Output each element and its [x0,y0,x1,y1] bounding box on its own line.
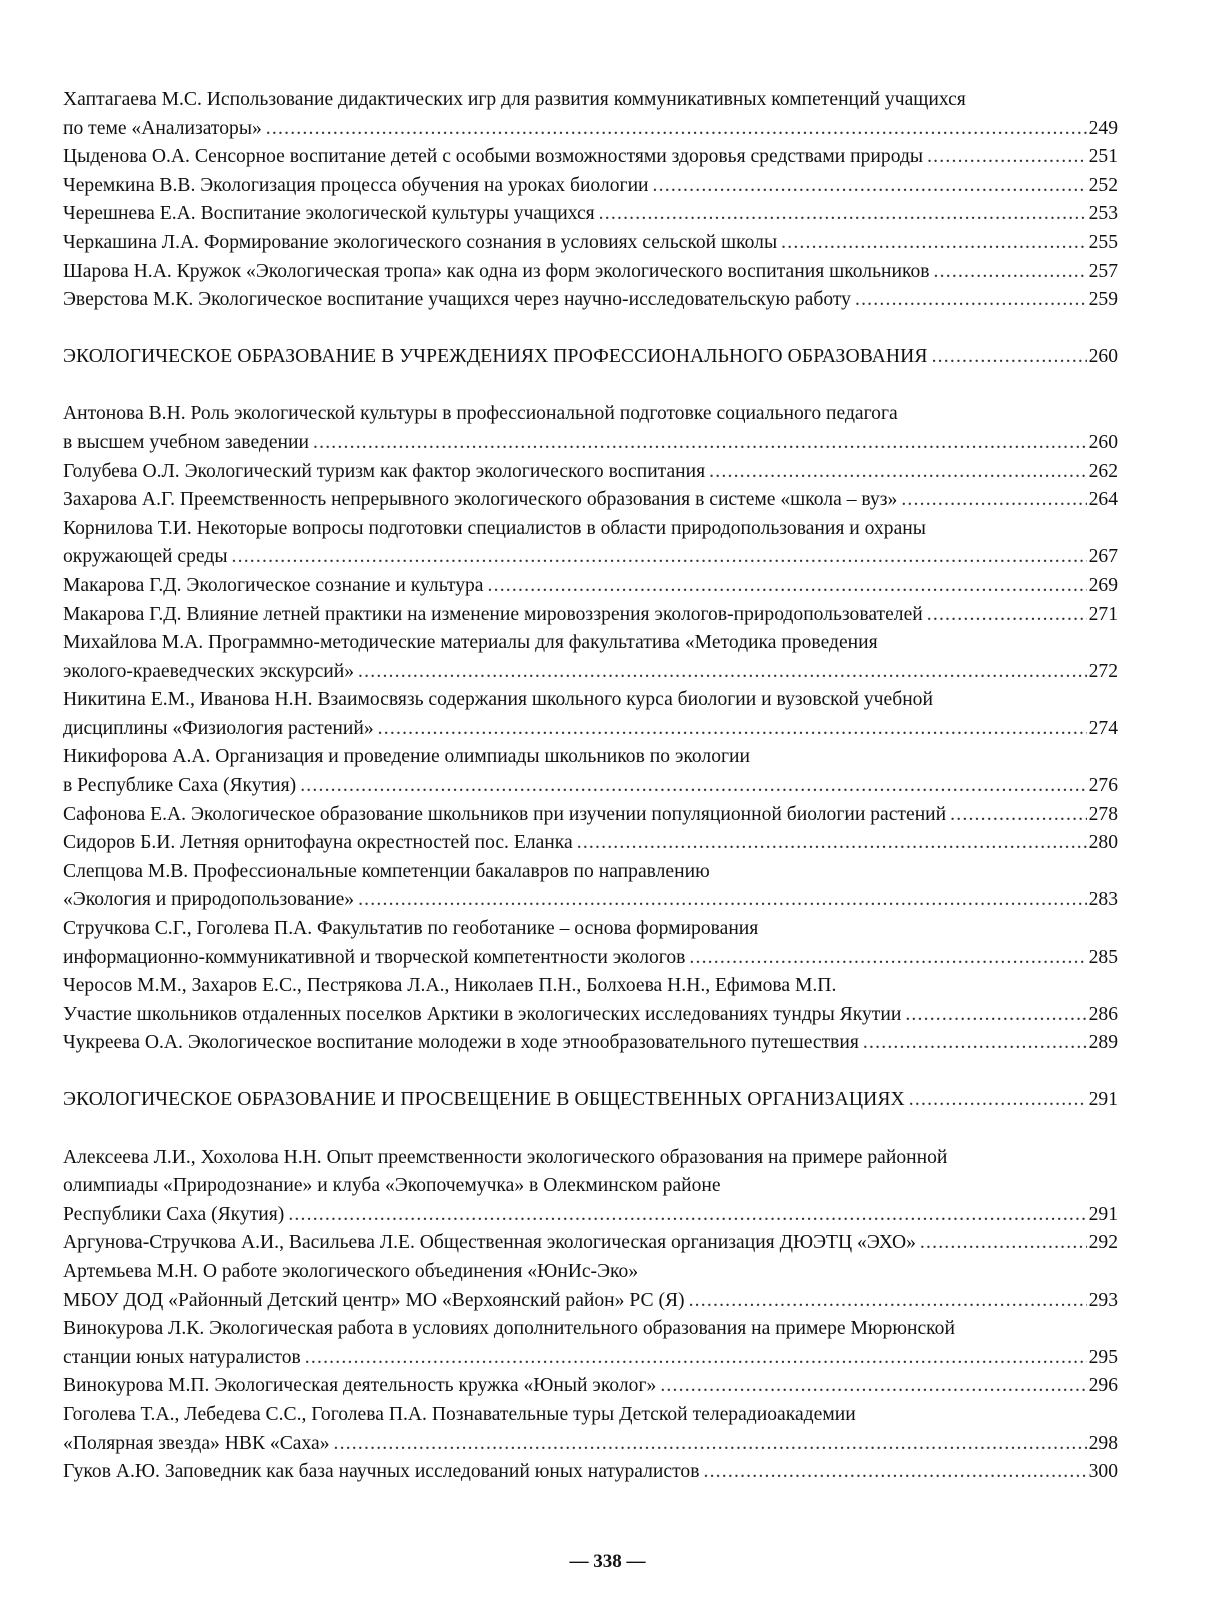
entry-page-number: 262 [1088,460,1118,482]
entry-last-line [63,772,1118,801]
dot-leader [660,1372,1086,1401]
toc-entry[interactable] [63,1401,1118,1458]
dot-leader [266,115,1087,144]
entry-text-line: Республики Саха (Якутия) [63,1203,285,1225]
dot-leader [653,172,1087,201]
entry-page-number: 274 [1088,717,1118,739]
entry-page-number: 253 [1088,203,1118,225]
entry-text-line: Гуков А.Ю. Заповедник как база научных исследований юных натуралистов [63,1461,700,1483]
entry-last-line [63,944,1118,973]
entry-last-line [63,143,1118,172]
entry-page-number: 271 [1088,603,1118,625]
dot-leader [232,543,1087,572]
entry-text-line: по теме «Анализаторы» [63,117,262,139]
section-page-number: 260 [1088,345,1118,367]
entry-last-line [63,486,1118,515]
entry-page-number: 296 [1088,1375,1118,1397]
entry-page-number: 278 [1088,803,1118,825]
toc-entry[interactable] [63,1029,1118,1058]
entry-text-line: Черешнева Е.А. Воспитание экологической культуры учащихся [63,203,595,225]
entry-text-line: Винокурова М.П. Экологическая деятельность кружка «Юный эколог» [63,1375,657,1397]
entry-last-line [63,115,1118,144]
toc-entry[interactable] [63,1229,1118,1258]
entry-page-number: 286 [1088,1003,1118,1025]
toc-entry[interactable] [63,86,1118,143]
dot-leader [488,572,1087,601]
dot-leader [709,458,1086,487]
entry-last-line [63,458,1118,487]
entry-last-line [63,829,1118,858]
entry-text-line: Эверстова М.К. Экологическое воспитание учащихся через научно-исследовательскую работу [63,289,851,311]
table-of-contents [63,86,1118,1487]
entry-text-line: Цыденова О.А. Сенсорное воспитание детей с особыми возможностями здоровья средствами природы [63,146,924,168]
toc-entry[interactable] [63,801,1118,830]
dot-leader [909,1086,1087,1115]
dot-leader [577,829,1087,858]
entry-last-line [63,229,1118,258]
entry-page-number: 283 [1088,889,1118,911]
toc-entry[interactable] [63,1144,1118,1230]
entry-text-line: дисциплины «Физиология растений» [63,717,374,739]
entry-text-line: Алексеева Л.И., Хохолова Н.Н. Опыт преемственности экологического образования на примере районной [63,1146,948,1168]
entry-text-line: информационно-коммуникативной и творческой компетентности экологов [63,946,686,968]
entry-last-line [63,572,1118,601]
dot-leader [288,1201,1086,1230]
entry-text-line: Черемкина В.В. Экологизация процесса обучения на уроках биологии [63,174,649,196]
entry-last-line [63,1430,1118,1459]
entry-page-number: 269 [1088,574,1118,596]
dot-leader [934,258,1087,287]
entry-text-line: Чукреева О.А. Экологическое воспитание молодежи в ходе этнообразовательного путешествия [63,1032,859,1054]
entry-page-number: 295 [1088,1346,1118,1368]
entry-text-line: Гоголева Т.А., Лебедева С.С., Гоголева П.А. Познавательные туры Детской телерадиоакадемии [63,1403,856,1425]
dot-leader [932,343,1087,372]
entry-last-line [63,658,1118,687]
toc-entry[interactable] [63,458,1118,487]
entry-page-number: 252 [1088,174,1118,196]
entry-text-line: Сафонова Е.А. Экологическое образование школьников при изучении популяционной биологии растений [63,803,947,825]
dot-leader [781,229,1086,258]
entry-last-line [63,1372,1118,1401]
dot-leader [378,715,1087,744]
entry-text-line: Антонова В.Н. Роль экологической культуры в профессиональной подготовке социального педагога [63,403,898,425]
entry-page-number: 267 [1088,546,1118,568]
entry-last-line [63,1287,1118,1316]
toc-entry[interactable] [63,1258,1118,1315]
entry-last-line [63,1344,1118,1373]
entry-text-line: Захарова А.Г. Преемственность непрерывного экологического образования в системе «школа – вуз» [63,489,898,511]
dot-leader [927,601,1087,630]
toc-entry[interactable] [63,258,1118,287]
entry-last-line [63,601,1118,630]
entry-text-line: в высшем учебном заведении [63,431,310,453]
toc-entry[interactable] [63,858,1118,915]
entry-last-line [63,1458,1118,1487]
entry-text-line: Голубева О.Л. Экологический туризм как фактор экологического воспитания [63,460,706,482]
entry-text-line: олимпиады «Природознание» и клуба «Экопочемучка» в Олекминском районе [63,1175,721,1197]
entry-text-line: Черосов М.М., Захаров Е.С., Пестрякова Л.А., Николаев П.Н., Болхоева Н.Н., Ефимова М.П. [63,975,837,997]
section-title: ЭКОЛОГИЧЕСКОЕ ОБРАЗОВАНИЕ И ПРОСВЕЩЕНИЕ В ОБЩЕСТВЕННЫХ ОРГАНИЗАЦИЯХ [63,1089,905,1110]
dot-leader [855,286,1087,315]
entry-page-number: 276 [1088,775,1118,797]
dot-leader [927,143,1087,172]
dot-leader [358,886,1087,915]
dot-leader [863,1029,1087,1058]
section-heading[interactable] [63,1086,1118,1115]
toc-entry[interactable] [63,601,1118,630]
toc-entry[interactable] [63,915,1118,972]
entry-page-number: 264 [1088,489,1118,511]
entry-last-line [63,258,1118,287]
toc-entry[interactable] [63,486,1118,515]
entry-text-line: Корнилова Т.И. Некоторые вопросы подготовки специалистов в области природопользования и охраны [63,517,926,539]
toc-entry[interactable] [63,1315,1118,1372]
toc-entry[interactable] [63,172,1118,201]
entry-page-number: 285 [1088,946,1118,968]
entry-text-line: Никифорова А.А. Организация и проведение олимпиады школьников по экологии [63,746,750,768]
entry-page-number: 255 [1088,231,1118,253]
dot-leader [334,1430,1087,1459]
toc-entry[interactable] [63,686,1118,743]
toc-entry[interactable] [63,829,1118,858]
entry-text-line: Сидоров Б.И. Летняя орнитофауна окрестностей пос. Еланка [63,832,573,854]
section-title: ЭКОЛОГИЧЕСКОЕ ОБРАЗОВАНИЕ В УЧРЕЖДЕНИЯХ ПРОФЕССИОНАЛЬНОГО ОБРАЗОВАНИЯ [63,345,928,367]
entry-last-line [63,801,1118,830]
toc-entry[interactable] [63,743,1118,800]
entry-text-line: Хаптагаева М.С. Использование дидактических игр для развития коммуникативных компетенций учащихся [63,89,966,110]
dot-leader [313,429,1087,458]
section-heading[interactable] [63,343,1118,372]
entry-last-line [63,1029,1118,1058]
dot-leader [305,1344,1087,1373]
toc-entry[interactable] [63,572,1118,601]
entry-page-number: 257 [1088,260,1118,282]
section-page-number: 291 [1088,1089,1118,1110]
entry-last-line [63,1001,1118,1030]
entry-page-number: 292 [1088,1232,1118,1254]
dot-leader [920,1229,1087,1258]
entry-last-line [63,715,1118,744]
entry-page-number: 259 [1088,289,1118,311]
toc-entry[interactable] [63,515,1118,572]
dot-leader [901,486,1086,515]
entry-page-number: 300 [1088,1461,1118,1483]
entry-last-line [63,429,1118,458]
entry-page-number: 293 [1088,1289,1118,1311]
toc-entry[interactable] [63,629,1118,686]
entry-text-line: эколого-краеведческих экскурсий» [63,660,355,682]
entry-page-number: 272 [1088,660,1118,682]
entry-page-number: 251 [1088,146,1118,168]
entry-text-line: в Республике Саха (Якутия) [63,775,297,797]
entry-last-line [63,886,1118,915]
toc-entry[interactable] [63,1372,1118,1401]
entry-text-line: Слепцова М.В. Профессиональные компетенции бакалавров по направлению [63,860,710,882]
entry-text-line: Винокурова Л.К. Экологическая работа в условиях дополнительного образования на примере Мюрюнской [63,1318,955,1340]
dot-leader [358,658,1087,687]
page-number: — 338 — [569,1551,646,1572]
entry-page-number: 289 [1088,1032,1118,1054]
entry-text-line: «Экология и природопользование» [63,889,355,911]
entry-text-line: окружающей среды [63,546,228,568]
dot-leader [905,1001,1086,1030]
dot-leader [703,1458,1086,1487]
entry-text-line: Стручкова С.Г., Гоголева П.А. Факультатив по геоботанике – основа формирования [63,918,759,940]
entry-last-line [63,1229,1118,1258]
entry-last-line [63,286,1118,315]
toc-entry[interactable] [63,143,1118,172]
entry-last-line [63,200,1118,229]
entry-last-line [63,543,1118,572]
entry-text-line: Участие школьников отдаленных поселков Арктики в экологических исследованиях тундры Якутии [63,1003,902,1025]
entry-text-line: Михайлова М.А. Программно-методические материалы для факультатива «Методика проведения [63,632,878,654]
entry-last-line [63,1201,1118,1230]
entry-text-line: Артемьева М.Н. О работе экологического объединения «ЮнИс-Эко» [63,1260,639,1282]
entry-page-number: 280 [1088,832,1118,854]
dot-leader [300,772,1086,801]
entry-text-line: «Полярная звезда» НВК «Саха» [63,1432,330,1454]
toc-entry[interactable] [63,200,1118,229]
entry-page-number: 291 [1088,1203,1118,1225]
entry-page-number: 298 [1088,1432,1118,1454]
entry-page-number: 260 [1088,431,1118,453]
entry-text-line: МБОУ ДОД «Районный Детский центр» МО «Верхоянский район» РС (Я) [63,1289,685,1311]
toc-entry[interactable] [63,972,1118,1029]
toc-entry[interactable] [63,229,1118,258]
dot-leader [950,801,1086,830]
dot-leader [599,200,1087,229]
entry-text-line: Макарова Г.Д. Экологическое сознание и культура [63,574,484,596]
entry-text-line: Черкашина Л.А. Формирование экологического сознания в условиях сельской школы [63,231,778,253]
entry-text-line: Макарова Г.Д. Влияние летней практики на изменение мировоззрения экологов-природопользователей [63,603,923,625]
entry-text-line: Никитина Е.М., Иванова Н.Н. Взаимосвязь содержания школьного курса биологии и вузовской учебной [63,689,933,711]
toc-entry[interactable] [63,400,1118,457]
entry-page-number: 249 [1088,117,1118,139]
entry-last-line [63,172,1118,201]
entry-text-line: Шарова Н.А. Кружок «Экологическая тропа» как одна из форм экологического воспитания школьников [63,260,930,282]
entry-text-line: станции юных натуралистов [63,1346,301,1368]
toc-entry[interactable] [63,1458,1118,1487]
dot-leader [689,1287,1087,1316]
entry-text-line: Аргунова-Стручкова А.И., Васильева Л.Е. Общественная экологическая организация ДЮЭТЦ «ЭХО» [63,1232,916,1254]
toc-entry[interactable] [63,286,1118,315]
dot-leader [689,944,1086,973]
